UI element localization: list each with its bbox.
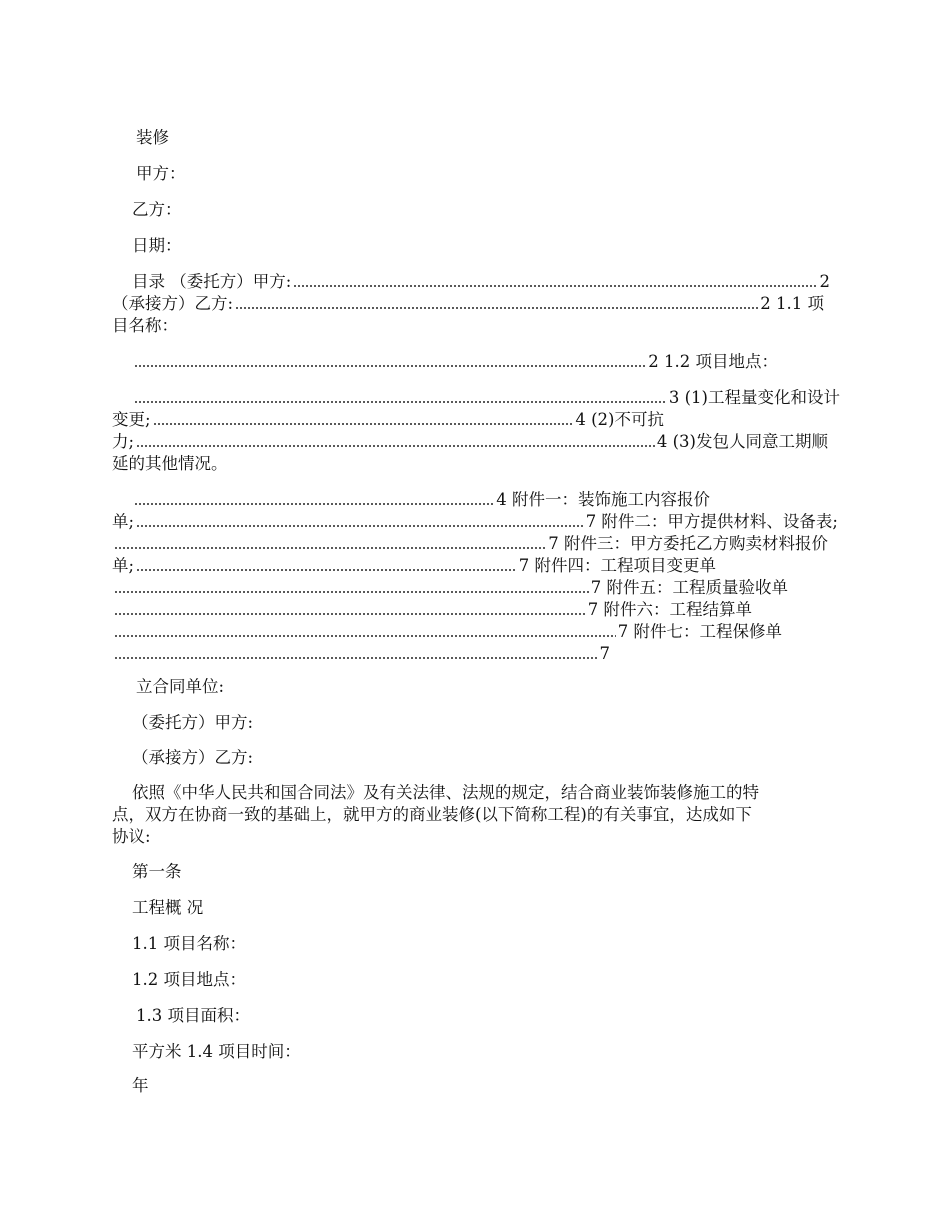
toc-text: 7 附件四：工程项目变更单 xyxy=(518,556,716,575)
toc-text: 变更; xyxy=(112,410,151,429)
preamble-line: 协议: xyxy=(112,827,151,846)
toc-text: 目名称： xyxy=(112,316,178,335)
toc-text: 延的其他情况。 xyxy=(112,454,228,473)
toc-row xyxy=(112,598,752,620)
toc-leader xyxy=(136,524,584,528)
toc-text: 2 xyxy=(819,272,830,291)
year-label: 年 xyxy=(132,1076,149,1095)
toc-text: 4 (3)发包人同意工期顺 xyxy=(656,432,828,451)
toc-text: 4 (2)不可抗 xyxy=(575,410,664,429)
toc-text: 3 (1)工程量变化和设计 xyxy=(668,388,840,407)
project-time-label: 平方米 1.4 项目时间： xyxy=(132,1042,301,1061)
toc-leader xyxy=(114,656,598,660)
project-name-label: 1.1 项目名称： xyxy=(132,934,246,953)
toc-row xyxy=(112,510,838,532)
toc-row xyxy=(132,488,710,510)
toc-leader xyxy=(136,568,517,572)
toc-text: 7 附件五：工程质量验收单 xyxy=(590,578,788,597)
toc-leader xyxy=(293,284,817,288)
toc-row xyxy=(112,292,824,314)
toc-leader xyxy=(134,400,667,404)
date-label: 日期： xyxy=(132,236,182,255)
party-b-label: 乙方： xyxy=(132,200,182,219)
project-area-label: 1.3 项目面积： xyxy=(136,1006,250,1025)
client-party-label: （委托方）甲方: xyxy=(132,713,254,732)
toc-text: 7 附件七：工程保修单 xyxy=(617,622,782,641)
toc-text: 7 附件三：甲方委托乙方购卖材料报价 xyxy=(548,534,828,553)
toc-row xyxy=(132,270,830,292)
contractor-party-label: （承接方）乙方: xyxy=(132,748,254,767)
preamble-line: 依照《中华人民共和国合同法》及有关法律、法规的规定，结合商业装饰装修施工的特 xyxy=(132,783,759,802)
project-location-label: 1.2 项目地点： xyxy=(132,970,246,989)
toc-text: 2 1.1 项 xyxy=(760,294,824,313)
toc-leader xyxy=(114,590,589,594)
article-title: 工程概 况 xyxy=(132,898,204,917)
toc-text: 7 xyxy=(599,644,610,663)
toc-text: 目录 （委托方）甲方: xyxy=(132,272,292,291)
toc-row xyxy=(112,532,828,554)
toc-row xyxy=(112,408,664,430)
toc-row xyxy=(112,554,716,576)
article-number: 第一条 xyxy=(132,862,182,881)
toc-leader xyxy=(134,364,646,368)
toc-row xyxy=(112,576,788,598)
toc-leader xyxy=(153,422,574,426)
toc-row xyxy=(112,642,610,664)
toc-text: 4 附件一：装饰施工内容报价 xyxy=(496,490,710,509)
toc-text: 单; xyxy=(112,512,135,531)
toc-text: 力; xyxy=(112,432,135,451)
toc-text: （承接方）乙方: xyxy=(112,294,234,313)
toc-leader xyxy=(114,612,586,616)
toc-leader xyxy=(134,502,494,506)
toc-leader xyxy=(114,546,546,550)
toc-leader xyxy=(136,444,655,448)
toc-leader xyxy=(114,634,616,638)
toc-row xyxy=(132,386,840,408)
parties-heading: 立合同单位: xyxy=(136,677,225,696)
toc-text: 单; xyxy=(112,556,135,575)
toc-row xyxy=(112,620,782,642)
doc-title: 装修 xyxy=(136,128,169,147)
party-a-label: 甲方： xyxy=(136,164,186,183)
toc-row xyxy=(112,430,828,452)
preamble-line: 点，双方在协商一致的基础上，就甲方的商业装修(以下简称工程)的有关事宜，达成如下 xyxy=(112,805,752,824)
toc-text: 7 附件二：甲方提供材料、设备表; xyxy=(585,512,838,531)
toc-row xyxy=(132,350,778,372)
toc-leader xyxy=(235,306,758,310)
toc-text: 2 1.2 项目地点： xyxy=(648,352,778,371)
toc-text: 7 附件六：工程结算单 xyxy=(587,600,752,619)
